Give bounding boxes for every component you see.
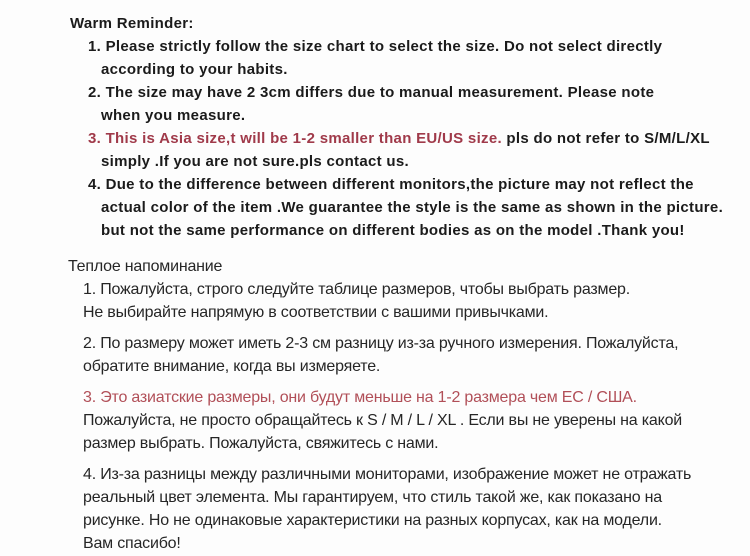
english-item-3 — [0, 127, 750, 173]
english-item-4-line-1: 4. Due to the difference between different monitors,the picture may not reflect the — [88, 176, 694, 193]
english-item-2-line-2: when you measure. — [101, 107, 246, 124]
english-item-2 — [0, 81, 750, 127]
english-item-3-line-1 — [88, 127, 750, 150]
russian-item-1-line-1: 1. Пожалуйста, строго следуйте таблице размеров, чтобы выбрать размер. — [83, 281, 630, 298]
english-reminder-section — [0, 12, 750, 242]
russian-reminder-section — [0, 255, 750, 555]
russian-item-3-line-3: размер выбрать. Пожалуйста, свяжитесь с нами. — [83, 435, 439, 452]
russian-item-2-line-1: 2. По размеру может иметь 2-3 см разницу из-за ручного измерения. Пожалуйста, — [83, 335, 679, 352]
english-item-4 — [0, 173, 750, 242]
english-item-1-line-2: according to your habits. — [101, 61, 288, 78]
russian-item-4-line-2: реальный цвет элемента. Мы гарантируем, что стиль такой же, как показано на — [83, 489, 663, 506]
english-item-4-line-3: but not the same performance on different bodies as on the model .Thank you! — [101, 222, 685, 239]
english-item-3-line-1-rest: pls do not refer to S/M/L/XL — [501, 130, 710, 147]
asia-size-warning-ru: 3. Это азиатские размеры, они будут меньше на 1-2 размера чем ЕС / США. — [83, 389, 637, 406]
russian-item-2-line-2: обратите внимание, когда вы измеряете. — [83, 358, 381, 375]
english-item-1-line-1: 1. Please strictly follow the size chart to select the size. Do not select directly — [88, 38, 663, 55]
russian-item-4-line-1: 4. Из-за разницы между различными мониторами, изображение может не отражать — [83, 466, 692, 483]
russian-section-title: Теплое напоминание — [68, 258, 223, 275]
russian-item-1 — [83, 278, 750, 324]
russian-item-4 — [83, 463, 750, 555]
english-item-3-line-2: simply .If you are not sure.pls contact us. — [101, 153, 409, 170]
english-section-title: Warm Reminder: — [70, 15, 194, 32]
russian-item-2 — [83, 332, 750, 378]
english-item-4-line-2: actual color of the item .We guarantee the style is the same as shown in the picture. — [101, 199, 724, 216]
russian-item-1-line-2: Не выбирайте напрямую в соответствии с вашими привычками. — [83, 304, 549, 321]
russian-item-4-line-3: рисунке. Но не одинаковые характеристики на разных корпусах, как на модели. — [83, 512, 662, 529]
russian-item-3-line-2: Пожалуйста, не просто обращайтесь к S / M / L / XL . Если вы не уверены на какой — [83, 412, 683, 429]
russian-item-3 — [83, 386, 750, 455]
russian-item-4-line-4: Вам спасибо! — [83, 535, 181, 552]
asia-size-warning-en: 3. This is Asia size,t will be 1-2 smaller than EU/US size. — [88, 130, 502, 147]
english-item-2-line-1: 2. The size may have 2 3cm differs due to manual measurement. Please note — [88, 84, 655, 101]
english-item-1 — [0, 35, 750, 81]
